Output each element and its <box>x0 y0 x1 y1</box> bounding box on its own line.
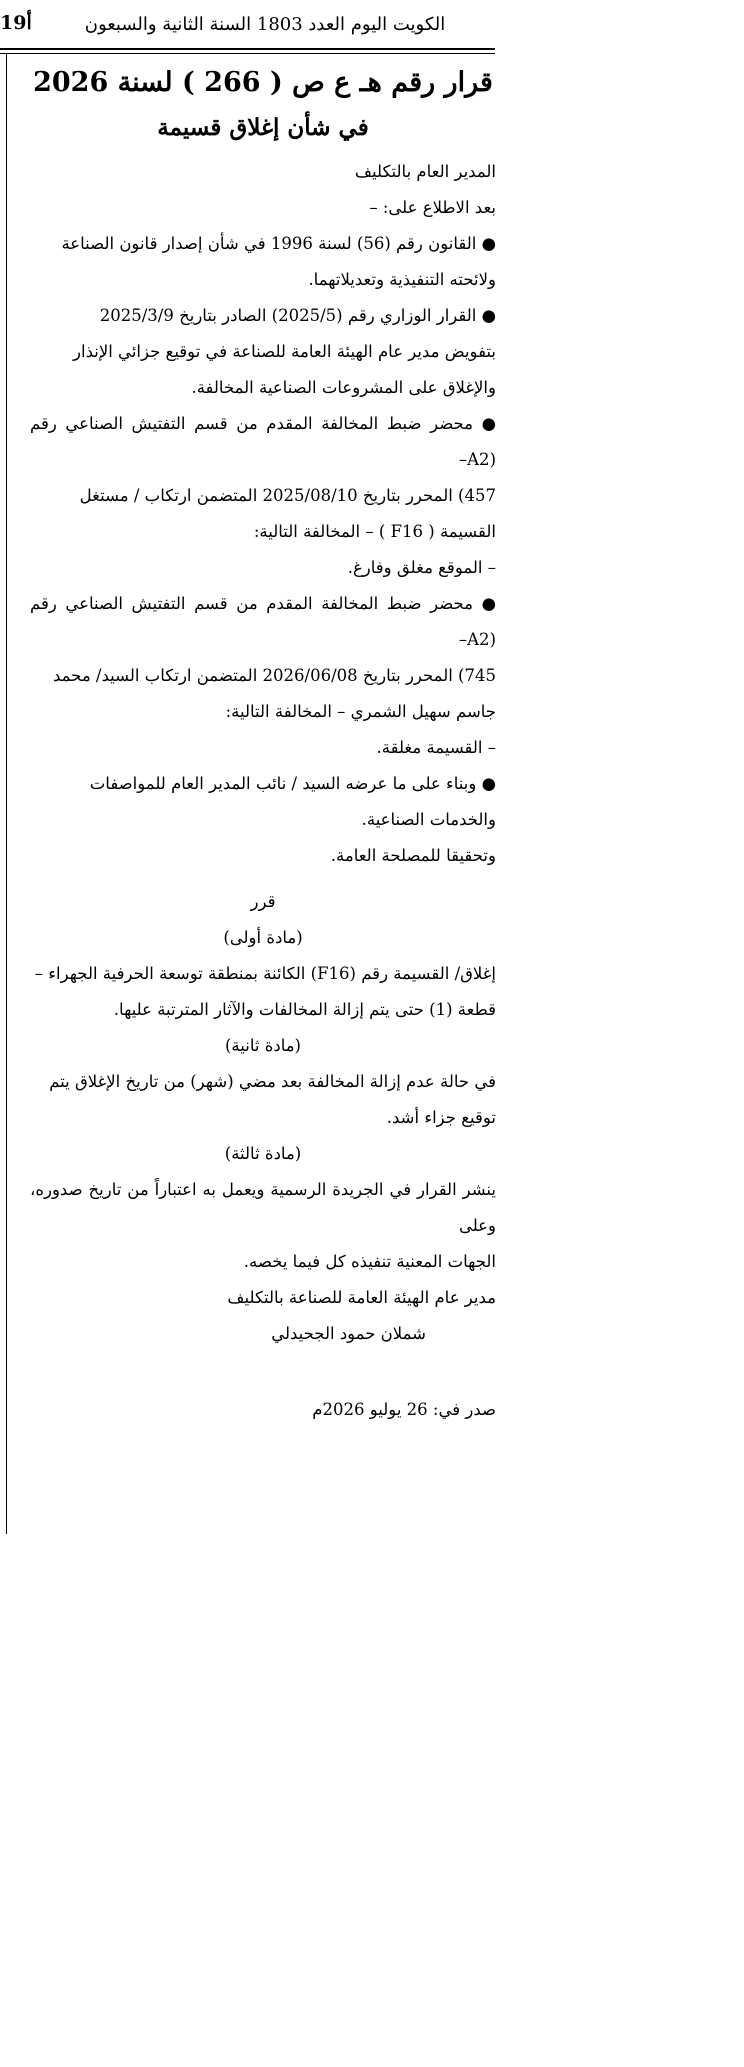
decision-body <box>30 58 496 1428</box>
article1-heading: (مادة أولى) <box>223 928 303 947</box>
item4-line1: ● محضر ضبط المخالفة المقدم من قسم التفتيش الصناعي رقم (A2– <box>30 594 496 649</box>
item3-line3: القسيمة ( F16 ) – المخالفة التالية: <box>253 522 496 541</box>
article2-heading: (مادة ثانية) <box>224 1036 301 1055</box>
item4-line3: جاسم سهيل الشمري – المخالفة التالية: <box>225 702 496 721</box>
issued-date: صدر في: 26 يوليو 2026م <box>312 1400 496 1419</box>
article3-line1: ينشر القرار في الجريدة الرسمية ويعمل به اعتباراً من تاريخ صدوره، وعلى <box>30 1180 496 1235</box>
signature-name: شملان حمود الجحيدلي <box>271 1324 426 1343</box>
item3-line2: 457) المحرر بتاريخ 2025/08/10 المتضمن ارتكاب / مستغل <box>79 486 496 505</box>
decision-title: قرار رقم هـ ع ص ( 266 ) لسنة 2026 <box>33 67 493 98</box>
article3-heading: (مادة ثالثة) <box>224 1144 302 1163</box>
signature-title: مدير عام الهيئة العامة للصناعة بالتكليف <box>227 1288 496 1307</box>
decision-subtitle: في شأن إغلاق قسيمة <box>157 114 369 141</box>
decided-heading: قرر <box>250 892 276 911</box>
item2-line3: والإغلاق على المشروعات الصناعية المخالفة. <box>191 378 496 397</box>
issuer-line: المدير العام بالتكليف <box>354 162 496 181</box>
article1-line1: إغلاق/ القسيمة رقم (F16) الكائنة بمنطقة توسعة الحرفية الجهراء – <box>34 964 496 983</box>
after-review-line: بعد الاطلاع على: – <box>369 198 496 217</box>
item1-line2: ولائحته التنفيذية وتعديلاتهما. <box>308 270 496 289</box>
item2-line2: بتفويض مدير عام الهيئة العامة للصناعة في توقيع جزائي الإنذار <box>73 342 496 361</box>
article1-line2: قطعة (1) حتى يتم إزالة المخالفات والآثار المترتبة عليها. <box>113 1000 496 1019</box>
article2-line2: توقيع جزاء أشد. <box>386 1108 496 1127</box>
public-interest-line: وتحقيقا للمصلحة العامة. <box>330 846 496 865</box>
item4-line4: – القسيمة مغلقة. <box>376 738 496 757</box>
article2-line1: في حالة عدم إزالة المخالفة بعد مضي (شهر) من تاريخ الإغلاق يتم <box>49 1072 496 1091</box>
item3-line1: ● محضر ضبط المخالفة المقدم من قسم التفتيش الصناعي رقم (A2– <box>30 414 496 469</box>
article3-line2: الجهات المعنية تنفيذه كل فيما يخصه. <box>243 1252 496 1271</box>
item4-line2: 745) المحرر بتاريخ 2026/06/08 المتضمن ارتكاب السيد/ محمد <box>52 666 496 685</box>
item5-line1: ● وبناء على ما عرضه السيد / نائب المدير العام للمواصفات <box>89 774 496 793</box>
header-rule-thin <box>0 53 495 54</box>
running-header: الكويت اليوم العدد 1803 السنة الثانية والسبعون <box>84 14 446 35</box>
header-rule <box>0 48 495 50</box>
item3-line4: – الموقع مغلق وفارغ. <box>347 558 496 577</box>
item5-line2: والخدمات الصناعية. <box>361 810 496 829</box>
item1-line1: ● القانون رقم (56) لسنة 1996 في شأن إصدار قانون الصناعة <box>61 234 496 253</box>
page-number: 19أ <box>0 12 32 34</box>
column-rule <box>6 54 7 1534</box>
item2-line1: ● القرار الوزاري رقم (2025/5) الصادر بتاريخ 2025/3/9 <box>99 306 496 325</box>
